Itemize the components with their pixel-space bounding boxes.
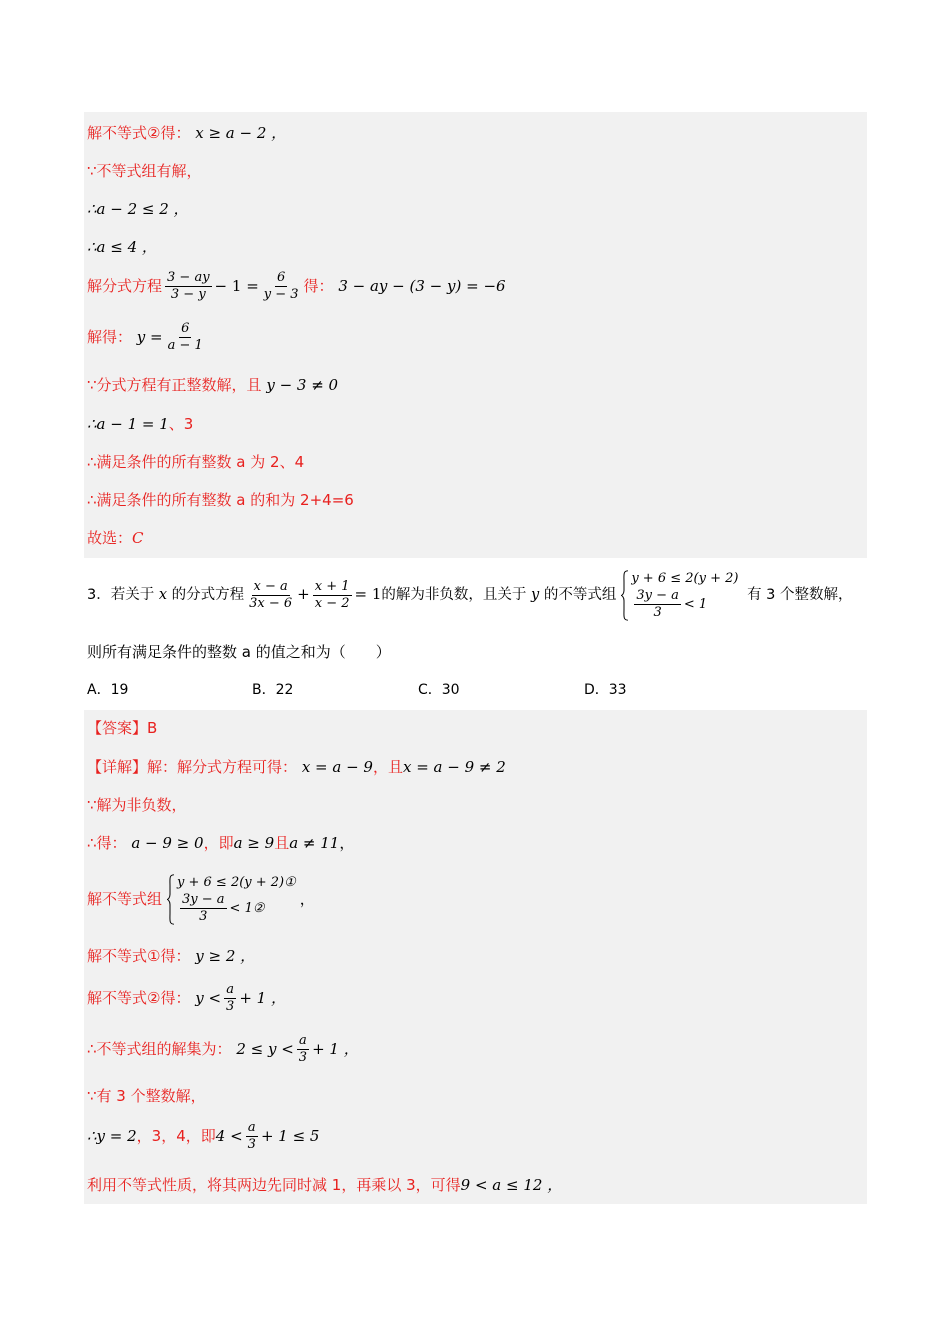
question-fraction-1-den: 3x − 6 — [249, 595, 293, 611]
prev-fraction-3-num: 6 — [181, 321, 190, 336]
detail-system-fraction-den: 3 — [199, 909, 208, 924]
detail-line-7-tail: + 1 ， — [312, 1040, 359, 1058]
detail-line-5 — [87, 945, 255, 967]
detail-system-fraction — [180, 892, 227, 925]
brace-icon — [166, 874, 175, 925]
prev-line-5-de: 得： — [303, 277, 334, 295]
prev-line-1-math: x ≥ a − 2 ， — [195, 124, 287, 142]
prev-line-6-text: 解得： — [87, 328, 133, 346]
detail-line-9-mid: ，3，4，即 — [136, 1127, 216, 1145]
question-fraction-2 — [313, 579, 352, 612]
detail-line-3-and: 且 — [274, 834, 290, 852]
question-text-1: 若关于 — [110, 587, 155, 603]
question-eq: = 1 — [354, 585, 382, 603]
question-system-row-1: y + 6 ≤ 2(y + 2) — [631, 570, 739, 586]
question-system-fraction-den: 3 — [653, 604, 662, 620]
detail-line-9-num: a — [247, 1120, 256, 1135]
detail-label: 【详解】 — [87, 758, 148, 776]
prev-fraction-1-num: 3 − ay — [167, 270, 210, 285]
option-c[interactable]: C．30 — [418, 682, 460, 698]
detail-line-10 — [87, 1174, 562, 1196]
detail-line-3-math-2: a ≥ 9 — [233, 834, 275, 852]
detail-line-6-tail: + 1 ， — [239, 989, 286, 1007]
prev-line-6 — [87, 321, 208, 354]
prev-line-3: ∴a − 2 ≤ 2 ， — [87, 200, 189, 218]
prev-line-8 — [87, 413, 193, 435]
question-number: 3． — [87, 587, 111, 603]
prev-line-1-text: 解不等式②得： — [87, 124, 191, 142]
brace-icon — [620, 570, 629, 621]
prev-fraction-1 — [165, 270, 212, 303]
question-plus: + — [297, 585, 310, 603]
question-text-3: 的解为非负数，且关于 — [381, 587, 527, 603]
question-fraction-2-num: x + 1 — [314, 578, 350, 594]
prev-line-8-math: ∴a − 1 = 1 — [87, 415, 169, 433]
detail-line-6-fraction — [224, 982, 236, 1015]
detail-line-3-math-1: a − 9 ≥ 0 — [131, 834, 204, 852]
option-a[interactable]: A．19 — [87, 682, 129, 698]
question-line-2: 则所有满足条件的整数 a 的值之和为（ ） — [87, 643, 391, 661]
detail-line-9-den: 3 — [247, 1137, 256, 1152]
detail-line-6-text: 解不等式②得： — [87, 989, 191, 1007]
detail-line-2: ∵解为非负数， — [87, 796, 187, 814]
question-system-row-2 — [631, 588, 738, 621]
prev-fraction-3 — [166, 321, 205, 354]
prev-line-2: ∵不等式组有解， — [87, 162, 202, 180]
prev-fraction-2 — [262, 270, 301, 303]
detail-line-6-den: 3 — [226, 999, 235, 1014]
answer-line: 【答案】B — [87, 719, 158, 737]
detail-line-4-text: 解不等式组 — [87, 890, 163, 908]
detail-line-6-lhs: y < — [195, 989, 222, 1007]
detail-line-8: ∵有 3 个整数解， — [87, 1087, 206, 1105]
detail-line-3-math-3: a ≠ 11 — [289, 834, 340, 852]
prev-line-6-lhs: y = — [136, 328, 163, 346]
prev-line-8-tail: 、3 — [168, 415, 194, 433]
detail-system-row-2 — [177, 892, 296, 925]
detail-line-7-lhs: 2 ≤ y < — [236, 1040, 294, 1058]
question-var-y: y — [531, 587, 540, 603]
prev-line-5-text: 解分式方程 — [87, 277, 163, 295]
detail-line-3-mid: ，即 — [203, 834, 234, 852]
question-line-1 — [87, 564, 853, 624]
detail-line-7-num: a — [299, 1033, 307, 1048]
question-system-rows — [629, 570, 738, 621]
question-fraction-1-num: x − a — [253, 578, 288, 594]
detail-and: ，且 — [372, 758, 403, 776]
detail-line-9-lhs: ∴y = 2 — [87, 1127, 137, 1145]
detail-line-3-end: ， — [339, 834, 355, 852]
detail-line-9-tail: + 1 ≤ 5 — [260, 1127, 320, 1145]
detail-line-7-fraction — [297, 1033, 309, 1066]
prev-line-7 — [87, 374, 338, 396]
question-var-x: x — [158, 587, 168, 603]
question-fraction-1 — [247, 579, 294, 612]
question-fraction-2-den: x − 2 — [314, 595, 350, 611]
detail-line-1 — [87, 756, 506, 778]
prev-line-11 — [87, 527, 144, 549]
prev-fraction-2-den: y − 3 — [263, 287, 299, 302]
prev-line-11-choice: C — [132, 529, 144, 547]
detail-line-7-text: ∴不等式组的解集为： — [87, 1040, 232, 1058]
detail-system-row-1: y + 6 ≤ 2(y + 2)① — [177, 875, 296, 890]
prev-line-5-tail: 3 − ay − (3 − y) = −6 — [338, 277, 506, 295]
detail-line-7-den: 3 — [298, 1050, 308, 1065]
detail-system-row-2-tail: < 1② — [229, 901, 265, 916]
detail-line-7 — [87, 1033, 359, 1066]
prev-line-10: ∴满足条件的所有整数 a 的和为 2+4=6 — [87, 491, 354, 509]
detail-line-6 — [87, 982, 286, 1015]
detail-line-3 — [87, 832, 354, 854]
prev-fraction-3-den: a − 1 — [167, 338, 203, 353]
detail-text: 解：解分式方程可得： — [147, 758, 298, 776]
detail-line-9-math: 4 < — [215, 1127, 243, 1145]
prev-line-7-text: ∵分式方程有正整数解，且 — [87, 376, 262, 394]
option-b[interactable]: B．22 — [252, 682, 294, 698]
detail-line-5-text: 解不等式①得： — [87, 947, 191, 965]
prev-fraction-2-num: 6 — [277, 270, 286, 285]
detail-math-1: x = a − 9 — [301, 758, 373, 776]
prev-fraction-1-den: 3 − y — [170, 287, 206, 302]
question-text-4: 的不等式组 — [543, 587, 617, 603]
detail-line-9-fraction — [246, 1120, 258, 1153]
prev-line-1 — [87, 122, 286, 144]
option-d[interactable]: D．33 — [584, 682, 627, 698]
prev-line-5 — [87, 270, 506, 303]
detail-system-rows — [175, 874, 296, 925]
detail-line-4 — [87, 864, 315, 934]
detail-line-9 — [87, 1120, 319, 1153]
detail-system-fraction-num: 3y − a — [182, 892, 225, 907]
question-system-fraction — [634, 588, 681, 621]
detail-line-3-text: ∴得： — [87, 834, 127, 852]
prev-line-7-math: y − 3 ≠ 0 — [266, 376, 339, 394]
question-inequality-system — [620, 570, 738, 621]
detail-math-2: x = a − 9 ≠ 2 — [402, 758, 506, 776]
question-system-row-2-tail: < 1 — [683, 596, 708, 612]
detail-line-6-num: a — [226, 982, 235, 997]
prev-line-11-text: 故选： — [87, 529, 133, 547]
detail-line-4-end: ， — [299, 890, 315, 908]
question-text-2: 的分式方程 — [171, 587, 245, 603]
detail-line-10-math: 9 < a ≤ 12 ， — [460, 1176, 563, 1194]
prev-line-5-mid: − 1 = — [214, 277, 259, 295]
prev-line-9: ∴满足条件的所有整数 a 为 2、4 — [87, 453, 305, 471]
question-system-fraction-num: 3y − a — [636, 587, 679, 603]
question-text-5: 有 3 个整数解， — [747, 587, 853, 603]
detail-inequality-system — [166, 874, 296, 925]
prev-line-4: ∴a ≤ 4 ， — [87, 238, 157, 256]
detail-line-10-text: 利用不等式性质，将其两边先同时减 1，再乘以 3，可得 — [87, 1176, 461, 1194]
detail-line-5-math: y ≥ 2 ， — [195, 947, 256, 965]
